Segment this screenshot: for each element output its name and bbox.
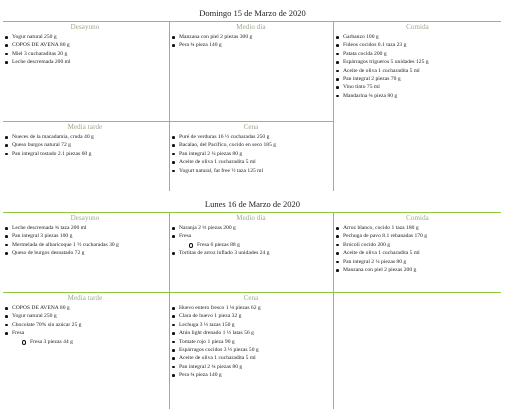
- meal-title: Comida: [406, 214, 429, 222]
- list-item: Mermelada de albaricoque 1 ½ cucharadas 30 g: [3, 241, 167, 249]
- day1-medio-dia: [170, 22, 332, 50]
- list-item: Clara de huevo 1 pieza 32 g: [170, 312, 332, 320]
- list-item: Patata cocida 200 g: [334, 50, 501, 58]
- list-item: Puré de verduras 16 ½ cucharadas 250 g: [170, 133, 332, 141]
- list-item: Brócoli cocido 200 g: [334, 241, 501, 249]
- list-item: Leche descremada 200 ml: [3, 58, 167, 66]
- meal-title: Comida: [406, 23, 429, 31]
- day1-comida: [334, 22, 501, 100]
- list-item: Vino tinto 75 ml: [334, 83, 501, 91]
- meal-title: Cena: [243, 123, 259, 131]
- meal-list: [170, 224, 332, 258]
- list-item: [3, 329, 167, 346]
- list-item: Pan integral 2 ¾ piezas 80 g: [170, 363, 332, 371]
- meal-list: [3, 133, 167, 158]
- meal-list: [334, 33, 501, 100]
- day-title: Domingo 15 de Marzo de 2020: [199, 8, 306, 18]
- meal-list: [170, 133, 332, 175]
- day2-cena: [170, 293, 332, 380]
- list-item: Aceite de oliva 1 cucharadita 5 ml: [170, 354, 332, 362]
- sub-list: [179, 241, 332, 249]
- meal-list: [3, 33, 167, 67]
- list-item: Tomate rojo 1 pieza 90 g: [170, 338, 332, 346]
- day2-comida: [334, 213, 501, 274]
- sub-list-item: Fresa 3 piezas 44 g: [12, 338, 167, 346]
- list-item: Yogur natural 250 g: [3, 312, 167, 320]
- list-item: Manzana con piel 2 piezas 300 g: [170, 33, 332, 41]
- list-item: Pan integral 2 ¼ piezas 80 g: [334, 258, 501, 266]
- sub-list: [12, 338, 167, 346]
- meal-list: [3, 224, 167, 258]
- sub-list-item: Fresa 6 piezas 88 g: [179, 241, 332, 249]
- list-item: Chocolate 70% sin azúcar 25 g: [3, 321, 167, 329]
- list-item: Aceite de oliva 1 cucharadita 5 ml: [170, 158, 332, 166]
- list-item: Manzana con piel 2 piezas 200 g: [334, 266, 501, 274]
- list-item: Pan integral tostado 2.1 piezas 60 g: [3, 150, 167, 158]
- meal-title: Cena: [243, 294, 259, 302]
- list-item: Yogur natural 250 g: [3, 33, 167, 41]
- list-item: Atún light drenado 1 ⅓ latas 56 g: [170, 329, 332, 337]
- list-item: Miel 3 cucharaditas 20 g: [3, 50, 167, 58]
- list-item: Mandarina ¾ pieza 80 g: [334, 92, 501, 100]
- list-item: Pan integral 3 piezas 100 g: [3, 232, 167, 240]
- meal-title: Desayuno: [70, 214, 100, 222]
- list-item: Pan integral 2 ¼ piezas 80 g: [170, 150, 332, 158]
- meal-title: Desayuno: [70, 23, 100, 31]
- day1-media-tarde: [3, 122, 167, 158]
- list-item: Aceite de oliva 1 cucharadita 5 ml: [334, 249, 501, 257]
- list-item: Garbanzo 100 g: [334, 33, 501, 41]
- list-item: Espárragos trigueros 5 unidades 125 g: [334, 58, 501, 66]
- list-item: Tortitas de arroz inflado 3 unidades 24 g: [170, 249, 332, 257]
- list-item: Aceite de oliva 1 cucharadita 5 ml: [334, 67, 501, 75]
- meal-title: Medio día: [236, 23, 266, 31]
- list-item: Yogurt natural, fat free ½ taza 125 ml: [170, 167, 332, 175]
- list-item: Pechuga de pavo 8.1 rebanadas 170 g: [334, 232, 501, 240]
- day1-desayuno: [3, 22, 167, 67]
- meal-list: [334, 224, 501, 274]
- list-item: Pera ¾ pieza 140 g: [170, 371, 332, 379]
- list-item: COPOS DE AVENA 80 g: [3, 304, 167, 312]
- list-item: Leche descremada ¾ taza 200 ml: [3, 224, 167, 232]
- list-item: Queso de burgos desnatado 72 g: [3, 249, 167, 257]
- day2-medio-dia: [170, 213, 332, 258]
- meal-title: Media tarde: [67, 123, 103, 131]
- day2-desayuno: [3, 213, 167, 258]
- meal-title: Media tarde: [67, 294, 103, 302]
- list-item: [170, 232, 332, 249]
- day-title: Lunes 16 de Marzo de 2020: [204, 199, 301, 209]
- list-item: Huevo entero fresco 1 ⅛ piezas 62 g: [170, 304, 332, 312]
- day1-cena: [170, 122, 332, 175]
- list-item-label: Fresa: [12, 330, 25, 337]
- list-item: Pera ¾ pieza 140 g: [170, 41, 332, 49]
- list-item: Nueces de la macadamia, cruda 40 g: [3, 133, 167, 141]
- list-item: Naranja 2 ⅓ piezas 200 g: [170, 224, 332, 232]
- list-item: Espárragos cocidos 3 ⅓ piezas 50 g: [170, 346, 332, 354]
- meal-list: [170, 33, 332, 50]
- list-item: COPOS DE AVENA 80 g: [3, 41, 167, 49]
- list-item: Bacalao, del Pacífico, cocido en seco 185 g: [170, 141, 332, 149]
- list-item: Fideos cocidos 0.1 taza 23 g: [334, 41, 501, 49]
- list-item: Pan integral 2 piezas 70 g: [334, 75, 501, 83]
- list-item: Queso burgos natural 72 g: [3, 141, 167, 149]
- list-item: Arroz blanco, cocido 1 taza 180 g: [334, 224, 501, 232]
- meal-list: [170, 304, 332, 380]
- meal-list: [3, 304, 167, 346]
- day2-media-tarde: [3, 293, 167, 346]
- meal-title: Medio día: [236, 214, 266, 222]
- list-item: Lechuga 3 ⅓ tazas 150 g: [170, 321, 332, 329]
- list-item-label: Fresa: [179, 233, 192, 240]
